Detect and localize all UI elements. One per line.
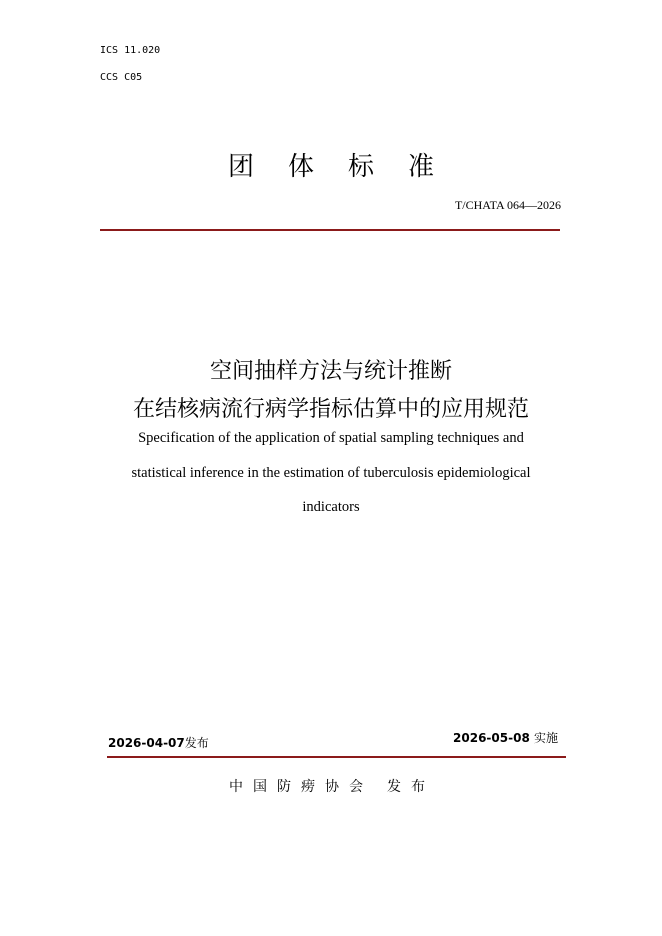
ics-code: ICS 11.020: [100, 45, 161, 56]
title-en-line-3: indicators: [302, 499, 360, 515]
title-en-line-2: statistical inference in the estimation of tuberculosis epidemiological: [131, 465, 531, 481]
standard-type: 团体标准: [227, 152, 468, 182]
release-date: [108, 734, 209, 751]
top-divider: [100, 229, 560, 231]
implementation-date: [453, 729, 558, 746]
implementation-date-value: 2026-05-08: [453, 731, 530, 745]
bottom-divider: [107, 756, 566, 758]
title-en-line-1: Specification of the application of spatial sampling techniques and: [138, 430, 524, 446]
standard-number: T/CHATA 064—2026: [454, 198, 561, 212]
ccs-code: CCS C05: [100, 72, 143, 83]
release-date-value: 2026-04-07: [108, 736, 185, 750]
title-zh-line-2: 在结核病流行病学指标估算中的应用规范: [132, 397, 529, 422]
implementation-date-suffix: 实施: [533, 731, 558, 745]
publisher-line: [0, 776, 662, 796]
publisher-name: 中国防痨协会: [229, 779, 373, 795]
title-zh-line-1: 空间抽样方法与统计推断: [209, 359, 452, 384]
release-date-suffix: 发布: [184, 736, 209, 750]
publish-word: 发布: [387, 779, 435, 795]
